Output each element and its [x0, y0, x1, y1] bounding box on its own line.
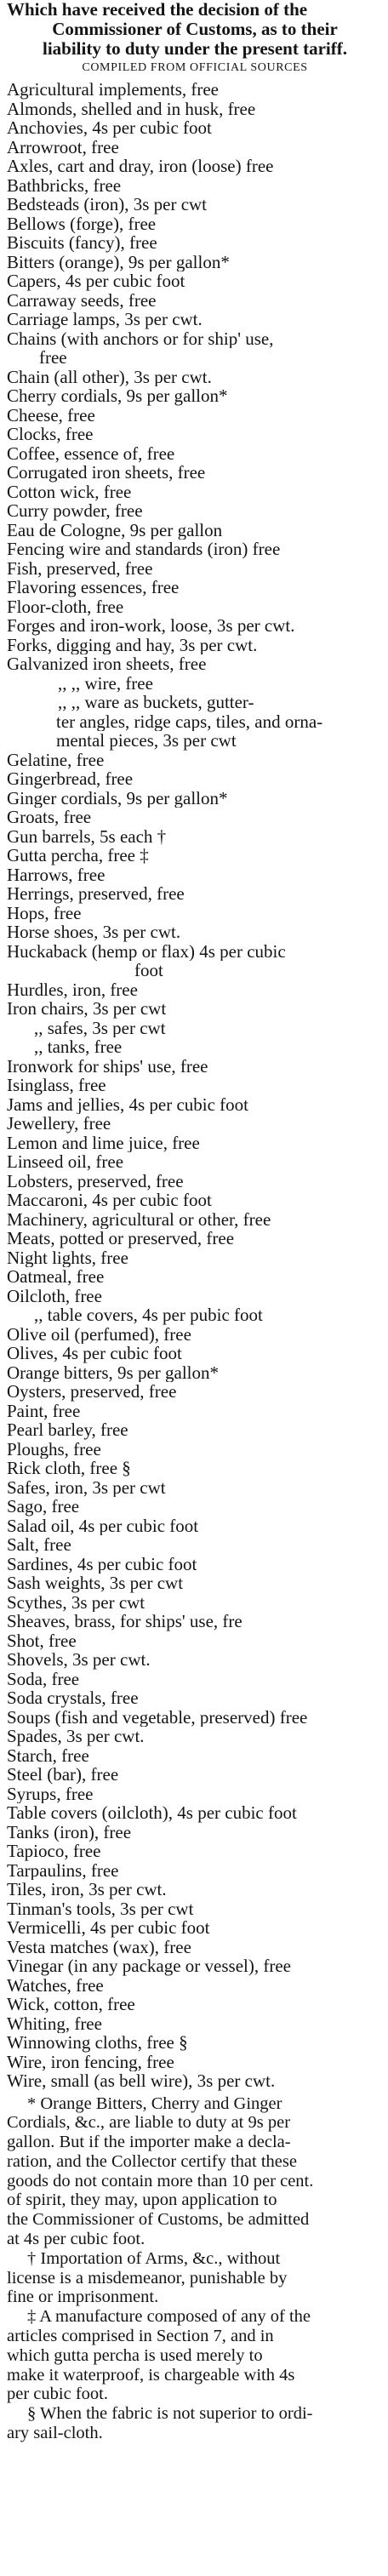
list-item: Groats, free	[7, 808, 92, 827]
list-item-continuation: mental pieces, 3s per cwt	[56, 731, 237, 751]
list-item: Night lights, free	[7, 1248, 128, 1267]
list-item: Tanks (iron), free	[7, 1822, 132, 1842]
list-item: Capers, 4s per cubic foot	[7, 271, 185, 291]
list-item: Gelatine, free	[7, 750, 105, 769]
list-item: Jewellery, free	[7, 1114, 111, 1134]
list-item: Gun barrels, 5s each †	[7, 826, 167, 846]
list-item: Olive oil (perfumed), free	[7, 1324, 191, 1344]
list-item: Vermicelli, 4s per cubic foot	[7, 1918, 210, 1938]
list-item: Sardines, 4s per cubic foot	[7, 1554, 197, 1574]
list-item: Salt, free	[7, 1535, 71, 1555]
list-item: Pearl barley, free	[7, 1420, 128, 1440]
list-item: Tiles, iron, 3s per cwt.	[7, 1880, 167, 1899]
list-item: Gingerbread, free	[7, 769, 134, 789]
footnote-line: make it waterproof, is chargeable with 4s	[7, 2365, 295, 2385]
list-item: Maccaroni, 4s per cubic foot	[7, 1191, 212, 1210]
footnote-line: Cordials, &c., are liable to duty at 9s per	[7, 2113, 291, 2133]
list-item: Bellows (forge), free	[7, 214, 157, 233]
list-item: Arrowroot, free	[7, 137, 119, 157]
list-item-continuation: foot	[134, 961, 163, 980]
list-item: Chain (all other), 3s per cwt.	[7, 367, 212, 386]
list-item: Soda crystals, free	[7, 1688, 139, 1708]
footnote-line: goods do not contain more than 10 per cent.	[7, 2171, 314, 2190]
list-item: Eau de Cologne, 9s per gallon	[7, 520, 223, 540]
list-item: Horse shoes, 3s per cwt.	[7, 922, 181, 942]
tariff-list	[0, 80, 388, 2091]
list-item: Bedsteads (iron), 3s per cwt	[7, 195, 208, 214]
list-item: Paint, free	[7, 1401, 81, 1420]
list-item-ditto: ,, table covers, 4s per pubic foot	[34, 1305, 263, 1325]
footnote-line: ary sail-cloth.	[7, 2424, 103, 2443]
footnote-line: which gutta percha is used merely to	[7, 2345, 263, 2365]
list-item: Oatmeal, free	[7, 1267, 105, 1287]
list-item: Agricultural implements, free	[7, 80, 219, 100]
list-item: Floor-cloth, free	[7, 597, 124, 616]
list-item: Vesta matches (wax), free	[7, 1937, 191, 1956]
list-item: Ginger cordials, 9s per gallon*	[7, 788, 228, 808]
list-item: Corrugated iron sheets, free	[7, 463, 206, 483]
list-item-ditto: ,, ,, ware as buckets, gutter-	[58, 693, 254, 712]
list-item: Fencing wire and standards (iron) free	[7, 540, 281, 559]
list-item: Shovels, 3s per cwt.	[7, 1650, 151, 1670]
list-item: Shot, free	[7, 1631, 77, 1650]
list-item: Tinman's tools, 3s per cwt	[7, 1899, 194, 1918]
list-item: Forks, digging and hay, 3s per cwt.	[7, 635, 258, 654]
header-line: liability to duty under the present tariff.	[43, 39, 347, 59]
list-item: Curry powder, free	[7, 501, 143, 521]
list-item: Olives, 4s per cubic foot	[7, 1344, 182, 1363]
list-item: Harrows, free	[7, 865, 106, 884]
footnote-line: license is a misdemeanor, punishable by	[7, 2268, 288, 2288]
list-item: Bitters (orange), 9s per gallon*	[7, 252, 230, 271]
footnote-line: at 4s per cubic foot.	[7, 2230, 146, 2249]
list-item: Steel (bar), free	[7, 1765, 119, 1785]
list-item: Lemon and lime juice, free	[7, 1133, 200, 1152]
list-item: Wire, iron fencing, free	[7, 2052, 174, 2071]
footnote-line: ‡ A manufacture composed of any of the	[27, 2307, 311, 2327]
list-item: Huckaback (hemp or flax) 4s per cubic	[7, 941, 286, 961]
list-item: Galvanized iron sheets, free	[7, 654, 207, 674]
header-line: Which have received the decision of the	[7, 0, 308, 20]
list-item: Orange bitters, 9s per gallon*	[7, 1362, 220, 1382]
list-item: Flavoring essences, free	[7, 578, 180, 597]
list-item: Gutta percha, free ‡	[7, 846, 149, 865]
list-item-ditto: ,, ,, wire, free	[58, 673, 153, 693]
footnote-line: fine or imprisonment.	[7, 2288, 159, 2307]
list-item: Fish, preserved, free	[7, 558, 153, 578]
list-item: Whiting, free	[7, 2013, 102, 2033]
footnote-line: * Orange Bitters, Cherry and Ginger	[27, 2093, 282, 2113]
list-item: Carraway seeds, free	[7, 290, 157, 310]
list-item: Hurdles, iron, free	[7, 980, 138, 999]
list-item: Salad oil, 4s per cubic foot	[7, 1516, 199, 1535]
list-item: Carriage lamps, 3s per cwt.	[7, 310, 203, 329]
list-item: Isinglass, free	[7, 1076, 106, 1095]
list-item: Wire, small (as bell wire), 3s per cwt.	[7, 2071, 276, 2091]
list-item: Tapioco, free	[7, 1842, 101, 1861]
list-item: Bathbricks, free	[7, 175, 122, 195]
list-item: Winnowing cloths, free §	[7, 2033, 188, 2053]
list-item-continuation: ter angles, ridge caps, tiles, and orna-	[56, 711, 323, 731]
list-item: Oysters, preserved, free	[7, 1382, 177, 1402]
footnote-line: § When the fabric is not superior to ordi-	[27, 2404, 313, 2424]
footnote-line: † Importation of Arms, &c., without	[27, 2248, 281, 2268]
list-item: Ploughs, free	[7, 1439, 101, 1459]
list-item: Jams and jellies, 4s per cubic foot	[7, 1094, 249, 1114]
list-item: Anchovies, 4s per cubic foot	[7, 118, 212, 138]
list-item: Wick, cotton, free	[7, 1995, 135, 2014]
list-item: Cheese, free	[7, 405, 95, 425]
list-item: Linseed oil, free	[7, 1152, 124, 1172]
list-item: Hops, free	[7, 903, 82, 922]
list-item: Oilcloth, free	[7, 1286, 102, 1305]
list-item: Sheaves, brass, for ships' use, fre	[7, 1612, 242, 1631]
list-item: Coffee, essence of, free	[7, 443, 175, 463]
list-item: Clocks, free	[7, 425, 94, 444]
list-item: Herrings, preserved, free	[7, 884, 185, 904]
footnote-line: of spirit, they may, upon application to	[7, 2190, 277, 2210]
list-item: Cotton wick, free	[7, 482, 132, 501]
list-item: Scythes, 3s per cwt	[7, 1592, 146, 1612]
list-item: Almonds, shelled and in husk, free	[7, 99, 256, 118]
list-item: Soda, free	[7, 1669, 80, 1688]
list-item: Forges and iron-work, loose, 3s per cwt.	[7, 616, 295, 636]
list-item: Spades, 3s per cwt.	[7, 1727, 145, 1746]
list-item: Lobsters, preserved, free	[7, 1171, 184, 1191]
list-item: Biscuits (fancy), free	[7, 233, 157, 253]
list-item: Sash weights, 3s per cwt	[7, 1574, 184, 1593]
list-item: Tarpaulins, free	[7, 1860, 119, 1880]
footnote-line: per cubic foot.	[7, 2385, 108, 2404]
list-item: Syrups, free	[7, 1784, 94, 1803]
list-item-ditto: ,, tanks, free	[34, 1037, 123, 1057]
list-item: Table covers (oilcloth), 4s per cubic foot	[7, 1803, 297, 1823]
list-item: Meats, potted or preserved, free	[7, 1229, 235, 1248]
footnote-line: the Commissioner of Customs, be admitted	[7, 2210, 310, 2230]
list-item: Chains (with anchors or for ship' use,	[7, 328, 274, 348]
subheading: COMPILED FROM OFFICIAL SOURCES	[82, 61, 308, 74]
list-header	[0, 0, 388, 77]
list-item: Ironwork for ships' use, free	[7, 1056, 208, 1076]
list-item: Axles, cart and dray, iron (loose) free	[7, 157, 274, 176]
footnotes	[0, 2094, 388, 2443]
footnote-line: ration, and the Collector certify that these	[7, 2151, 297, 2171]
list-item-ditto: ,, safes, 3s per cwt	[34, 1018, 166, 1037]
footnote-line: gallon. But if the importer make a decla-	[7, 2133, 291, 2152]
list-item: Watches, free	[7, 1975, 104, 1995]
footnote-line: articles comprised in Section 7, and in	[7, 2327, 274, 2346]
list-item: Starch, free	[7, 1745, 89, 1765]
list-item: Sago, free	[7, 1497, 80, 1516]
list-item: Safes, iron, 3s per cwt	[7, 1477, 166, 1497]
list-item: Cherry cordials, 9s per gallon*	[7, 386, 228, 406]
list-item-continuation: free	[39, 348, 67, 368]
list-item: Soups (fish and vegetable, preserved) free	[7, 1707, 308, 1727]
list-item: Vinegar (in any package or vessel), free	[7, 1956, 291, 1976]
list-item: Rick cloth, free §	[7, 1459, 131, 1478]
list-item: Iron chairs, 3s per cwt	[7, 999, 167, 1019]
list-item: Machinery, agricultural or other, free	[7, 1209, 271, 1229]
header-line: Commissioner of Customs, as to their	[52, 20, 338, 39]
